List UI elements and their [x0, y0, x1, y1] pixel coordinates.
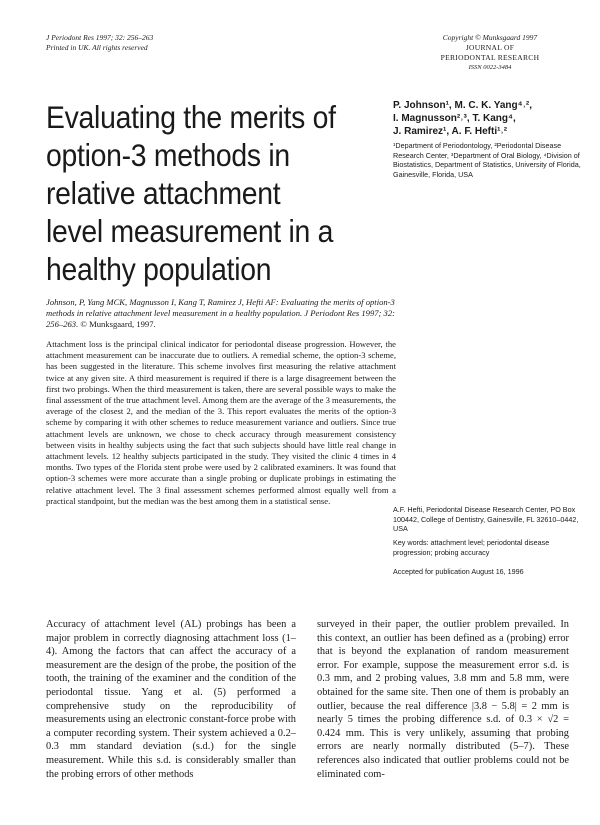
journal-header-right	[420, 33, 560, 73]
keywords: Key words: attachment level; periodontal disease progression; probing accuracy	[393, 538, 550, 557]
authors-line-1: P. Johnson¹, M. C. K. Yang⁴˒²,	[393, 100, 533, 111]
affiliations: ¹Department of Periodontology, ²Periodontal Disease Research Center, ³Department of Oral Biology, ⁴Division of Biostatistics, Department of Statistics, University of Florida, Gainesville, Florida, USA	[393, 141, 581, 179]
citation-copyright: © Munksgaard, 1997.	[80, 319, 156, 330]
abstract: Attachment loss is the principal clinical indicator for periodontal disease progression. However, the attachment measurement can be inaccurate due to outliers. A remedial scheme, the option-3 scheme, has been suggested in the literature. This scheme involves first measuring the relative attachment twice at any given site. A third measurement is required if there is a large disagreement between the first two probings. When the third measurement is taken, there are several possible ways to make the final assessment of the true attachment level. Among them are the average of the 3 measurements, the average of the closest 2, and the median of the 3. This report evaluates the merits of the option-3 scheme by comparing it with other schemes to reduce measurement variance and outliers. Since true attachment levels are unknown, we chose to check accuracy through measurement consistency between visits in healthy subjects using the fact that such subjects should have little real change in attachment levels. 12 healthy subjects participated in the study. They visited the clinic 4 times in 4 months. Two types of the Florida stent probe were used by 2 calibrated examiners. It was found that option-3 schemes were more accurate than a single probing or duplicate probings in estimating the relative attachment level. The 3 final assessment schemes performed almost equally well from a practical standpoint, but the median was the best among them in a statistical sense.	[46, 339, 396, 506]
journal-name-line2: PERIODONTAL RESEARCH	[440, 53, 540, 62]
correspondence-address: A.F. Hefti, Periodontal Disease Research Center, PO Box 100442, College of Dentistry, Gainesville, FL 32610–0442, USA	[393, 505, 579, 533]
article-title: Evaluating the merits of option-3 methods in relative attachment level measurement in a healthy population	[46, 99, 336, 287]
copyright-notice: Copyright © Munksgaard 1997	[442, 33, 538, 42]
authors-line-2: I. Magnusson²˒³, T. Kang⁴,	[393, 113, 516, 124]
author-list	[393, 99, 588, 138]
body-column-1: Accuracy of attachment level (AL) probings has been a major problem in correctly diagnosing attachment loss (1–4). Among the factors that can affect the accuracy of a measurement are the design of the probe, the position of the tooth, the training of the examiner and the condition of the periodontal tissue. Yang et al. (5) performed a comprehensive study on the reproducibility of measurements using an electronic constant-force probe with a computer recording system. Their system achieved a 0.2–0.3 mm standard deviation (s.d.) for the single measurement. While this s.d. is considerably smaller than the probing errors of other methods	[46, 619, 296, 780]
printed-notice: Printed in UK. All rights reserved	[46, 43, 148, 52]
citation-text: Johnson, P, Yang MCK, Magnusson I, Kang T, Ramirez J, Hefti AF: Evaluating the merits of option-3 methods in relative attachment level measurement in a healthy population. J Periodont Res 1997; 32: 256–263.	[46, 297, 396, 330]
citation-block	[46, 297, 396, 331]
journal-citation: J Periodont Res 1997; 32: 256–263	[46, 33, 154, 42]
journal-header-left	[46, 33, 153, 53]
issn: ISSN 0022-3484	[468, 64, 512, 71]
authors-line-3: J. Ramirez¹, A. F. Hefti¹˒²	[393, 126, 508, 137]
accepted-date: Accepted for publication August 16, 1996	[393, 567, 524, 576]
body-column-2: surveyed in their paper, the outlier problem prevailed. In this context, an outlier has been defined as a (probing) error that is beyond the explanation of random measurement error. For example, suppose the measurement error s.d. is 0.3 mm, and 2 probing values, 3.8 mm and 5.8 mm, were obtained for the same site. Then one of them is probably an outlier, because the real difference |3.8 − 5.8| = 2 mm is nearly 5 times the probing difference s.d. of 0.3 × √2 = 0.424 mm. This is very unlikely, assuming that probing errors are nearly normally distributed (5–7). These references also indicated that outlier problems could not be eliminated com-	[317, 619, 569, 780]
journal-name-line1: JOURNAL OF	[465, 43, 515, 52]
